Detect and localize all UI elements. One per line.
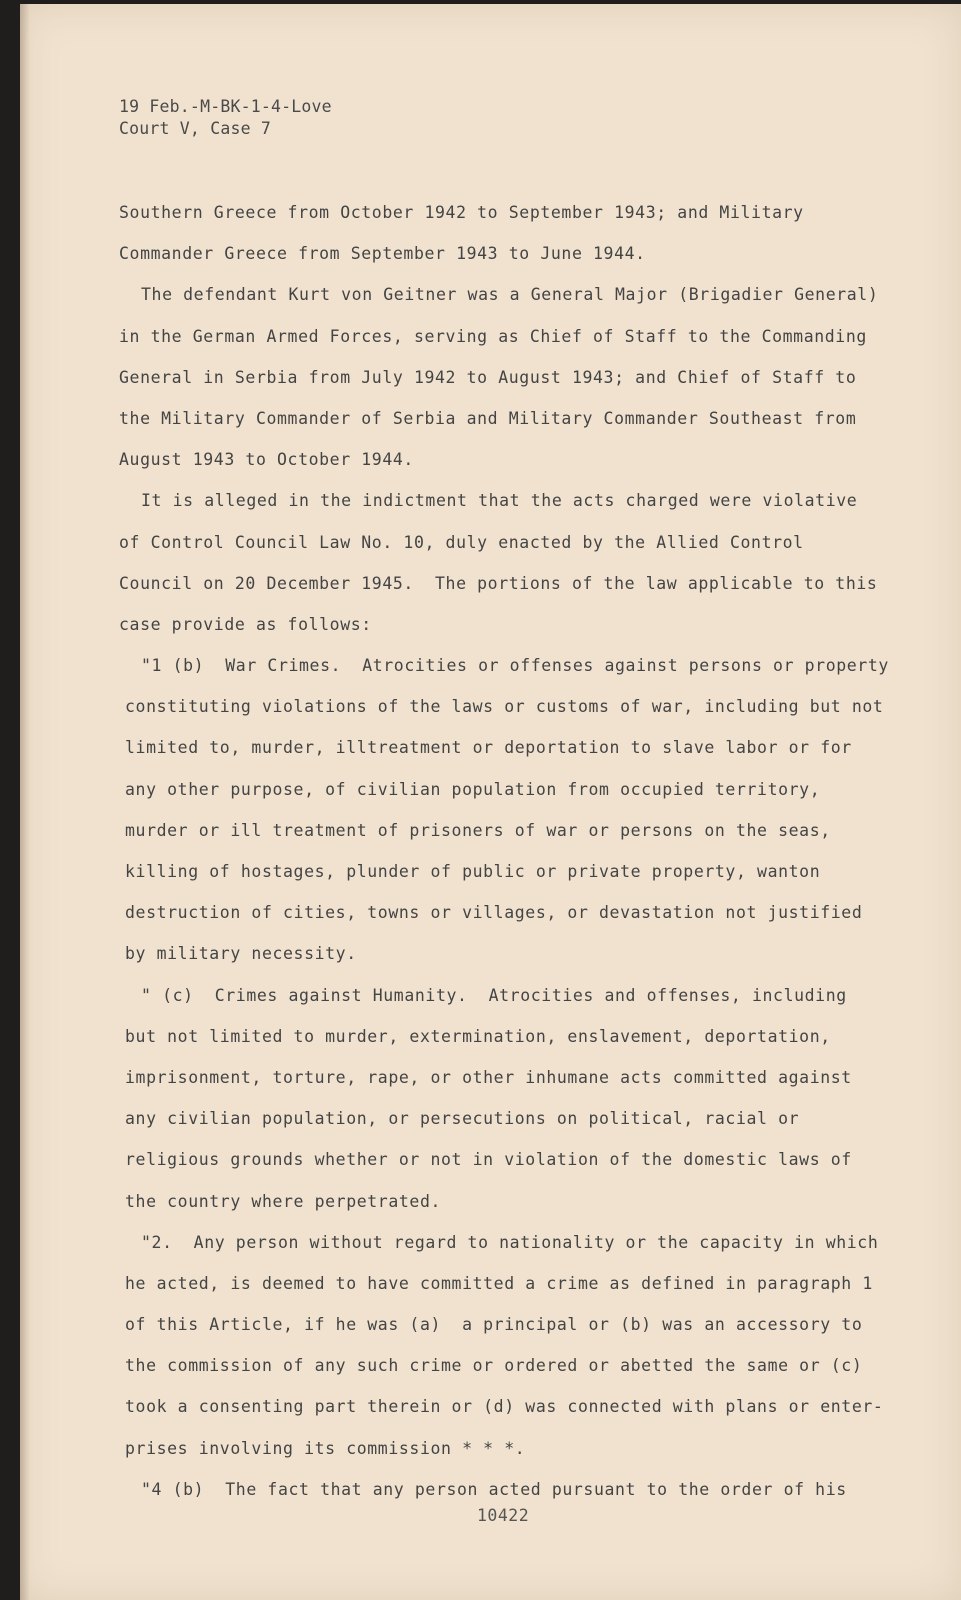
text-line: Council on 20 December 1945. The portions of the law applicable to this [119,573,878,593]
text-line: case provide as follows: [119,614,372,634]
text-line: imprisonment, torture, rape, or other inhumane acts committed against [125,1067,852,1087]
document-header [119,96,332,140]
header-court-case: Court V, Case 7 [119,119,272,138]
text-line: but not limited to murder, extermination, enslavement, deportation, [125,1026,831,1046]
document-body [119,192,899,1510]
text-line: murder or ill treatment of prisoners of war or persons on the seas, [125,820,831,840]
text-line: Commander Greece from September 1943 to June 1944. [119,244,646,264]
document-page [20,4,961,1600]
text-line: It is alleged in the indictment that the acts charged were violative [141,491,858,511]
text-line: "1 (b) War Crimes. Atrocities or offenses against persons or property [141,656,889,676]
text-line: the commission of any such crime or ordered or abetted the same or (c) [125,1356,863,1376]
text-line: August 1943 to October 1944. [119,450,414,470]
text-line: limited to, murder, illtreatment or deportation to slave labor or for [125,738,852,758]
text-line: religious grounds whether or not in violation of the domestic laws of [125,1150,852,1170]
text-line: Southern Greece from October 1942 to September 1943; and Military [119,203,804,222]
text-line: the country where perpetrated. [125,1191,442,1211]
text-line: of Control Council Law No. 10, duly enacted by the Allied Control [119,532,804,552]
text-line: "2. Any person without regard to nationality or the capacity in which [141,1232,879,1252]
text-line: " (c) Crimes against Humanity. Atrocities and offenses, including [141,985,847,1005]
text-line: killing of hostages, plunder of public or private property, wanton [125,862,821,881]
page-number: 10422 [477,1506,530,1525]
text-line: any other purpose, of civilian population from occupied territory, [125,779,821,799]
text-line: the Military Commander of Serbia and Military Commander Southeast from [119,408,857,428]
text-line: General in Serbia from July 1942 to August 1943; and Chief of Staff to [119,367,857,387]
text-line: he acted, is deemed to have committed a crime as defined in paragraph 1 [125,1273,873,1293]
text-line: took a consenting part therein or (d) was connected with plans or enter- [125,1397,884,1417]
text-line: of this Article, if he was (a) a principal or (b) was an accessory to [125,1315,863,1335]
text-line: "4 (b) The fact that any person acted pursuant to the order of his [141,1479,847,1499]
text-line: constituting violations of the laws or customs of war, including but not [125,697,884,717]
text-line: any civilian population, or persecutions on political, racial or [125,1109,800,1129]
text-line: prises involving its commission * * *. [125,1438,526,1458]
text-line: The defendant Kurt von Geitner was a General Major (Brigadier General) [141,285,879,305]
text-line: destruction of cities, towns or villages, or devastation not justified [125,903,863,923]
header-reference: 19 Feb.-M-BK-1-4-Love [119,97,332,116]
text-line: by military necessity. [125,944,357,964]
text-line: in the German Armed Forces, serving as Chief of Staff to the Commanding [119,326,867,346]
